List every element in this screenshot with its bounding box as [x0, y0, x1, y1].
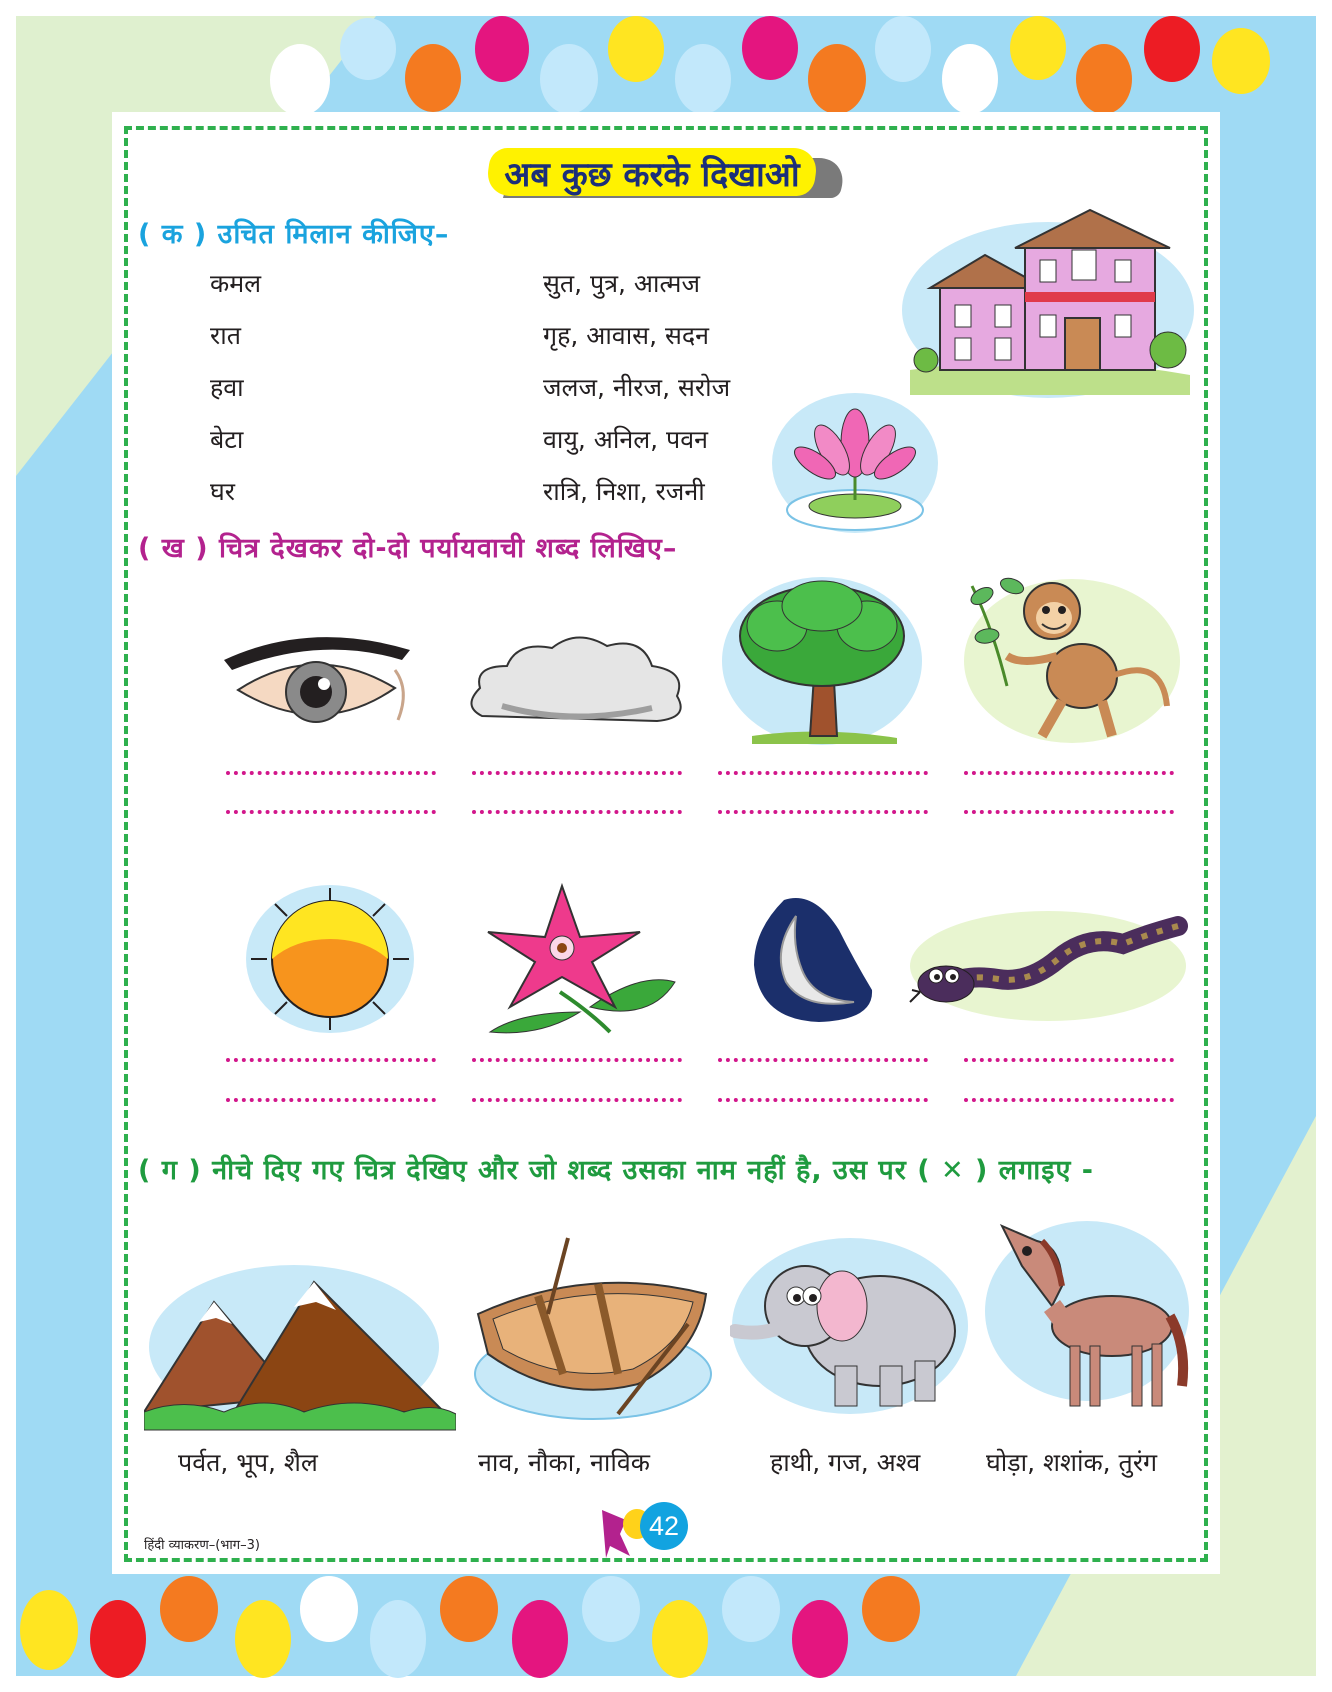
answer-line[interactable]: [964, 1098, 1174, 1102]
match-right-synonyms: वायु, अनिल, पवन: [543, 425, 709, 454]
match-left-word: घर: [210, 477, 236, 506]
caption-elephant: हाथी, गज, अश्व: [770, 1448, 921, 1477]
answer-line[interactable]: [226, 771, 436, 775]
answer-line[interactable]: [472, 771, 682, 775]
answer-line[interactable]: [226, 1058, 436, 1062]
title-banner: [488, 148, 848, 204]
match-right-synonyms: जलज, नीरज, सरोज: [543, 373, 731, 402]
house-picture: [900, 200, 1196, 400]
answer-line[interactable]: [964, 771, 1174, 775]
section-k-heading: ( क ) उचित मिलान कीजिए–: [138, 219, 450, 250]
match-left-word: बेटा: [210, 425, 244, 454]
answer-line[interactable]: [718, 810, 928, 814]
answer-line[interactable]: [472, 1098, 682, 1102]
match-right-synonyms: रात्रि, निशा, रजनी: [543, 477, 705, 506]
match-right-synonyms: गृह, आवास, सदन: [543, 321, 710, 350]
match-right-synonyms: सुत, पुत्र, आत्मज: [543, 269, 701, 298]
match-left-word: रात: [210, 321, 241, 350]
eye-picture: [220, 630, 416, 740]
sun-picture: [245, 884, 415, 1034]
tree-picture: [722, 576, 922, 746]
flower-picture: [480, 882, 680, 1034]
snake-picture: [908, 904, 1188, 1028]
answer-line[interactable]: [226, 810, 436, 814]
match-left-word: कमल: [210, 269, 262, 298]
caption-boat: नाव, नौका, नाविक: [478, 1448, 650, 1477]
horse-picture: [982, 1216, 1192, 1426]
answer-line[interactable]: [964, 810, 1174, 814]
lotus-picture: [770, 388, 940, 536]
mountain-picture: [144, 1262, 456, 1432]
answer-line[interactable]: [718, 771, 928, 775]
section-g-heading: ( ग ) नीचे दिए गए चित्र देखिए और जो शब्द उसका नाम नहीं है, उस पर ( ✕ ) लगाइए -: [138, 1155, 1094, 1186]
page-number: 42: [640, 1502, 688, 1550]
moon-picture: [744, 890, 880, 1026]
answer-line[interactable]: [718, 1098, 928, 1102]
caption-mountain: पर्वत, भूप, शैल: [178, 1448, 318, 1477]
answer-line[interactable]: [718, 1058, 928, 1062]
answer-line[interactable]: [964, 1058, 1174, 1062]
book-title: हिंदी व्याकरण–(भाग–3): [144, 1538, 260, 1553]
cloud-picture: [462, 626, 692, 736]
monkey-picture: [962, 566, 1182, 746]
answer-line[interactable]: [226, 1098, 436, 1102]
answer-line[interactable]: [472, 1058, 682, 1062]
boat-picture: [468, 1234, 714, 1424]
caption-horse: घोड़ा, शशांक, तुरंग: [986, 1448, 1158, 1477]
answer-line[interactable]: [472, 810, 682, 814]
match-left-word: हवा: [210, 373, 244, 402]
section-kh-heading: ( ख ) चित्र देखकर दो-दो पर्यायवाची शब्द लिखिए–: [138, 533, 678, 564]
elephant-picture: [730, 1236, 970, 1416]
page-title: अब कुछ करके दिखाओ: [504, 155, 800, 195]
